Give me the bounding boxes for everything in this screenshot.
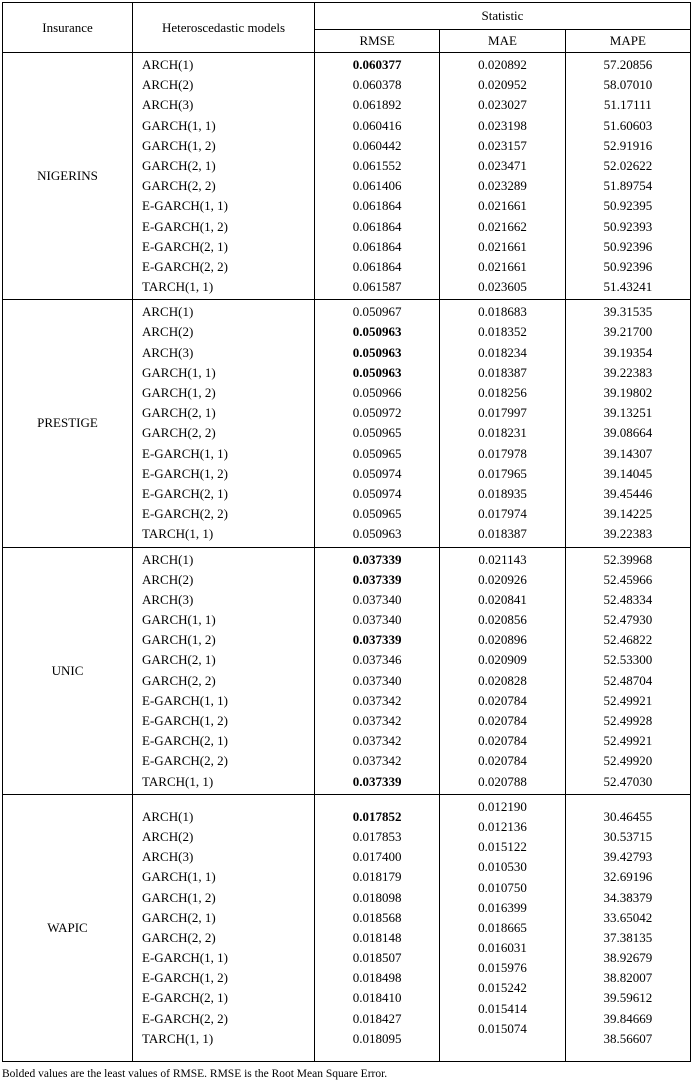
model-name: TARCH(1, 1) <box>142 773 214 789</box>
model-name: GARCH(1, 1) <box>142 364 216 380</box>
mape-value: 50.92396 <box>603 238 653 254</box>
mae-value: 0.023198 <box>478 117 527 133</box>
model-name: E-GARCH(1, 2) <box>142 465 228 481</box>
mae-value: 0.020828 <box>478 672 527 688</box>
mape-value: 39.14307 <box>603 445 653 461</box>
mae-value: 0.023157 <box>478 137 527 153</box>
footnote: Bolded values are the least values of RMSE. RMSE is the Root Mean Square Error. <box>2 1068 388 1080</box>
mape-value: 51.17111 <box>603 97 652 113</box>
model-name: E-GARCH(2, 1) <box>142 733 228 749</box>
rmse-value: 0.037340 <box>352 591 402 607</box>
rmse-value: 0.050965 <box>352 445 402 461</box>
mape-value: 39.22383 <box>603 364 653 380</box>
rmse-value: 0.061864 <box>352 238 402 254</box>
model-name: GARCH(2, 2) <box>142 178 216 194</box>
mae-value: 0.020841 <box>478 591 527 607</box>
mape-value: 39.14225 <box>603 506 653 522</box>
rmse-value: 0.037339 <box>352 632 402 648</box>
insurance-name: UNIC <box>3 547 133 794</box>
rmse-value: 0.060442 <box>352 137 402 153</box>
model-name: E-GARCH(2, 2) <box>142 753 228 769</box>
mape-value: 52.46822 <box>603 632 653 648</box>
mae-value: 0.023289 <box>478 178 527 194</box>
rmse-value: 0.017400 <box>352 849 402 865</box>
model-name: ARCH(3) <box>142 344 194 360</box>
header-heteroscedastic-models: Heteroscedastic models <box>133 3 315 53</box>
mae-value: 0.021661 <box>478 198 527 214</box>
rmse-column-cell <box>315 547 440 794</box>
rmse-value: 0.037342 <box>352 713 402 728</box>
rmse-value: 0.050963 <box>352 526 402 542</box>
mape-value: 39.31535 <box>603 304 653 320</box>
rmse-value: 0.018095 <box>352 1030 402 1046</box>
mape-value: 52.45966 <box>603 571 653 587</box>
models-column-cell <box>133 53 315 300</box>
mape-value: 51.43241 <box>603 279 653 295</box>
mape-value: 32.69196 <box>603 869 653 885</box>
model-name: ARCH(3) <box>142 97 194 113</box>
model-name: E-GARCH(1, 1) <box>142 198 228 214</box>
statistics-table-container <box>2 2 691 1080</box>
rmse-value: 0.017852 <box>352 808 402 824</box>
model-name: GARCH(1, 2) <box>142 137 216 153</box>
mae-value: 0.018935 <box>478 485 527 501</box>
mae-value: 0.018234 <box>478 344 527 360</box>
mae-column-cell <box>440 547 565 794</box>
mape-value: 52.48704 <box>603 672 653 688</box>
mae-value: 0.017978 <box>478 445 527 461</box>
mape-value: 39.45446 <box>603 485 653 501</box>
rmse-column-cell <box>315 53 440 300</box>
mae-value: 0.020892 <box>478 57 527 72</box>
mape-value: 52.53300 <box>603 652 653 668</box>
mae-value: 0.017997 <box>478 405 527 421</box>
mae-value: 0.017965 <box>478 465 527 481</box>
rmse-value: 0.017853 <box>352 828 402 844</box>
rmse-value: 0.037340 <box>352 672 402 688</box>
rmse-value: 0.061864 <box>352 258 402 274</box>
model-name: E-GARCH(2, 1) <box>142 238 228 254</box>
mae-value: 0.021661 <box>478 238 527 254</box>
mae-value: 0.021662 <box>478 218 527 234</box>
mae-value: 0.020784 <box>478 692 527 708</box>
mae-value: 0.015074 <box>478 1020 527 1036</box>
mae-value: 0.020926 <box>478 571 527 587</box>
mae-value: 0.020784 <box>478 753 527 769</box>
model-name: GARCH(1, 2) <box>142 385 216 400</box>
rmse-value: 0.050965 <box>352 425 402 441</box>
mae-value: 0.012136 <box>478 818 527 834</box>
model-name: ARCH(2) <box>142 77 194 93</box>
rmse-value: 0.050963 <box>352 364 402 380</box>
rmse-value: 0.060378 <box>352 77 402 93</box>
mae-value: 0.016031 <box>478 940 527 956</box>
mae-value: 0.015976 <box>478 960 527 976</box>
insurance-name: PRESTIGE <box>3 300 133 547</box>
model-name: GARCH(1, 2) <box>142 632 216 648</box>
mape-column-cell <box>565 300 690 547</box>
rmse-value: 0.018098 <box>352 889 402 905</box>
model-name: GARCH(1, 2) <box>142 889 216 905</box>
model-name: GARCH(1, 1) <box>142 869 216 885</box>
mape-value: 57.20856 <box>603 57 653 72</box>
mape-value: 38.56607 <box>603 1030 653 1046</box>
model-name: E-GARCH(1, 1) <box>142 950 228 966</box>
mape-value: 37.38135 <box>603 929 653 945</box>
rmse-value: 0.050974 <box>352 485 402 501</box>
mape-value: 39.19802 <box>603 385 653 400</box>
models-column-cell <box>133 300 315 547</box>
rmse-value: 0.060377 <box>352 57 402 72</box>
mae-value: 0.020896 <box>478 632 527 648</box>
model-name: E-GARCH(2, 1) <box>142 990 228 1006</box>
mae-value: 0.020856 <box>478 612 527 628</box>
model-name: GARCH(1, 1) <box>142 117 216 133</box>
rmse-value: 0.061892 <box>352 97 402 113</box>
rmse-value: 0.037342 <box>352 733 402 749</box>
mape-value: 52.48334 <box>603 591 653 607</box>
mape-column-cell <box>565 547 690 794</box>
rmse-value: 0.037339 <box>352 551 402 567</box>
mape-value: 52.49921 <box>603 692 653 708</box>
rmse-value: 0.050967 <box>352 304 402 320</box>
insurance-name: NIGERINS <box>3 53 133 300</box>
mae-value: 0.018387 <box>478 364 527 380</box>
mae-value: 0.017974 <box>478 506 527 522</box>
mape-value: 52.47930 <box>603 612 653 628</box>
rmse-value: 0.050974 <box>352 465 402 481</box>
mae-column-cell <box>440 794 565 1061</box>
model-name: ARCH(1) <box>142 551 194 567</box>
model-name: GARCH(2, 1) <box>142 405 216 421</box>
header-mae: MAE <box>440 30 565 53</box>
rmse-value: 0.018498 <box>352 970 402 986</box>
mape-value: 39.14045 <box>603 465 653 481</box>
mae-value: 0.018683 <box>478 304 527 320</box>
rmse-value: 0.050965 <box>352 506 402 522</box>
mae-value: 0.016399 <box>478 899 527 915</box>
mape-value: 33.65042 <box>603 909 653 925</box>
mae-value: 0.023471 <box>478 157 527 173</box>
group-row-unic <box>3 547 691 794</box>
rmse-value: 0.018568 <box>352 909 402 925</box>
rmse-value: 0.050963 <box>352 324 402 340</box>
rmse-value: 0.060416 <box>352 117 402 133</box>
rmse-column-cell <box>315 794 440 1061</box>
mae-value: 0.020952 <box>478 77 527 93</box>
rmse-value: 0.037342 <box>352 692 402 708</box>
mae-value: 0.018256 <box>478 385 527 400</box>
model-name: GARCH(2, 2) <box>142 672 216 688</box>
mape-value: 58.07010 <box>603 77 653 93</box>
mape-value: 52.47030 <box>603 773 653 789</box>
mape-value: 30.53715 <box>603 828 653 844</box>
mape-value: 39.19354 <box>603 344 653 360</box>
mape-value: 52.49920 <box>603 753 653 769</box>
header-mape: MAPE <box>565 30 690 53</box>
rmse-value: 0.050963 <box>352 344 402 360</box>
statistics-table <box>2 2 691 1062</box>
rmse-value: 0.050972 <box>352 405 402 421</box>
model-name: E-GARCH(2, 2) <box>142 1010 228 1026</box>
model-name: ARCH(1) <box>142 304 194 320</box>
model-name: GARCH(2, 1) <box>142 909 216 925</box>
model-name: E-GARCH(1, 1) <box>142 445 228 461</box>
mae-value: 0.015122 <box>478 839 527 855</box>
mape-value: 30.46455 <box>603 808 653 824</box>
model-name: ARCH(2) <box>142 828 194 844</box>
mae-value: 0.010750 <box>478 879 527 895</box>
rmse-value: 0.061864 <box>352 218 402 234</box>
header-insurance: Insurance <box>3 3 133 53</box>
mae-column-cell <box>440 53 565 300</box>
model-name: TARCH(1, 1) <box>142 1030 214 1046</box>
model-name: ARCH(2) <box>142 324 194 340</box>
mape-value: 39.22383 <box>603 526 653 542</box>
model-name: GARCH(2, 1) <box>142 157 216 173</box>
model-name: GARCH(1, 1) <box>142 612 216 628</box>
mape-value: 50.92393 <box>603 218 653 234</box>
rmse-value: 0.061406 <box>352 178 402 194</box>
model-name: GARCH(2, 2) <box>142 425 216 441</box>
models-column-cell <box>133 547 315 794</box>
rmse-value: 0.037340 <box>352 612 402 628</box>
rmse-value: 0.037339 <box>352 773 402 789</box>
mape-value: 38.92679 <box>603 950 653 966</box>
model-name: ARCH(1) <box>142 57 194 72</box>
mae-value: 0.015414 <box>478 1000 527 1016</box>
model-name: TARCH(1, 1) <box>142 279 214 295</box>
mae-value: 0.021661 <box>478 258 527 274</box>
rmse-value: 0.061864 <box>352 198 402 214</box>
table-body <box>3 53 691 1062</box>
model-name: E-GARCH(2, 2) <box>142 258 228 274</box>
mape-value: 50.92395 <box>603 198 653 214</box>
mae-value: 0.018352 <box>478 324 527 340</box>
model-name: ARCH(1) <box>142 808 194 824</box>
group-row-prestige <box>3 300 691 547</box>
rmse-value: 0.018507 <box>352 950 402 966</box>
model-name: GARCH(2, 1) <box>142 652 216 668</box>
mae-value: 0.018665 <box>478 919 527 935</box>
header-statistic: Statistic <box>315 3 691 30</box>
mae-value: 0.020784 <box>478 713 527 728</box>
rmse-value: 0.037346 <box>352 652 402 668</box>
mape-value: 39.13251 <box>603 405 653 421</box>
group-row-wapic <box>3 794 691 1061</box>
rmse-value: 0.018179 <box>352 869 402 885</box>
model-name: E-GARCH(2, 2) <box>142 506 228 522</box>
mape-value: 39.21700 <box>603 324 653 340</box>
mape-value: 39.42793 <box>603 849 653 865</box>
mape-value: 52.91916 <box>603 137 653 153</box>
mae-value: 0.015242 <box>478 980 527 996</box>
mae-column-cell <box>440 300 565 547</box>
mape-value: 39.84669 <box>603 1010 653 1026</box>
mae-value: 0.018387 <box>478 526 527 542</box>
mae-value: 0.010530 <box>478 859 527 875</box>
rmse-value: 0.018410 <box>352 990 402 1006</box>
model-name: E-GARCH(1, 2) <box>142 970 228 986</box>
rmse-value: 0.037342 <box>352 753 402 769</box>
mape-value: 39.08664 <box>603 425 653 441</box>
model-name: ARCH(2) <box>142 571 194 587</box>
mae-value: 0.021143 <box>478 551 527 567</box>
mae-value: 0.020788 <box>478 773 527 789</box>
rmse-value: 0.050966 <box>352 385 402 400</box>
mape-value: 39.59612 <box>603 990 653 1006</box>
mape-value: 50.92396 <box>603 258 653 274</box>
model-name: TARCH(1, 1) <box>142 526 214 542</box>
mape-value: 51.89754 <box>603 178 653 194</box>
insurance-name: WAPIC <box>3 794 133 1061</box>
mape-value: 52.49921 <box>603 733 653 749</box>
model-name: ARCH(3) <box>142 849 194 865</box>
mape-value: 34.38379 <box>603 889 653 905</box>
model-name: E-GARCH(1, 1) <box>142 692 228 708</box>
rmse-column-cell <box>315 300 440 547</box>
model-name: ARCH(3) <box>142 591 194 607</box>
rmse-value: 0.018427 <box>352 1010 402 1026</box>
rmse-value: 0.061587 <box>352 279 402 295</box>
header-rmse: RMSE <box>315 30 440 53</box>
mae-value: 0.023605 <box>478 279 527 295</box>
mape-column-cell <box>565 794 690 1061</box>
model-name: E-GARCH(2, 1) <box>142 485 228 501</box>
model-name: GARCH(2, 2) <box>142 929 216 945</box>
mape-value: 38.82007 <box>603 970 653 986</box>
mape-value: 51.60603 <box>603 117 653 133</box>
mae-value: 0.020784 <box>478 733 527 749</box>
group-row-nigerins <box>3 53 691 300</box>
model-name: E-GARCH(1, 2) <box>142 218 228 234</box>
rmse-value: 0.061552 <box>352 157 402 173</box>
model-name: E-GARCH(1, 2) <box>142 713 228 728</box>
mae-value: 0.012190 <box>478 798 527 814</box>
mape-value: 52.02622 <box>603 157 653 173</box>
rmse-value: 0.018148 <box>352 929 402 945</box>
mae-value: 0.020909 <box>478 652 527 668</box>
mae-value: 0.023027 <box>478 97 527 113</box>
models-column-cell <box>133 794 315 1061</box>
mape-value: 52.49928 <box>603 713 653 728</box>
mape-column-cell <box>565 53 690 300</box>
mae-value: 0.018231 <box>478 425 527 441</box>
mape-value: 52.39968 <box>603 551 653 567</box>
rmse-value: 0.037339 <box>352 571 402 587</box>
